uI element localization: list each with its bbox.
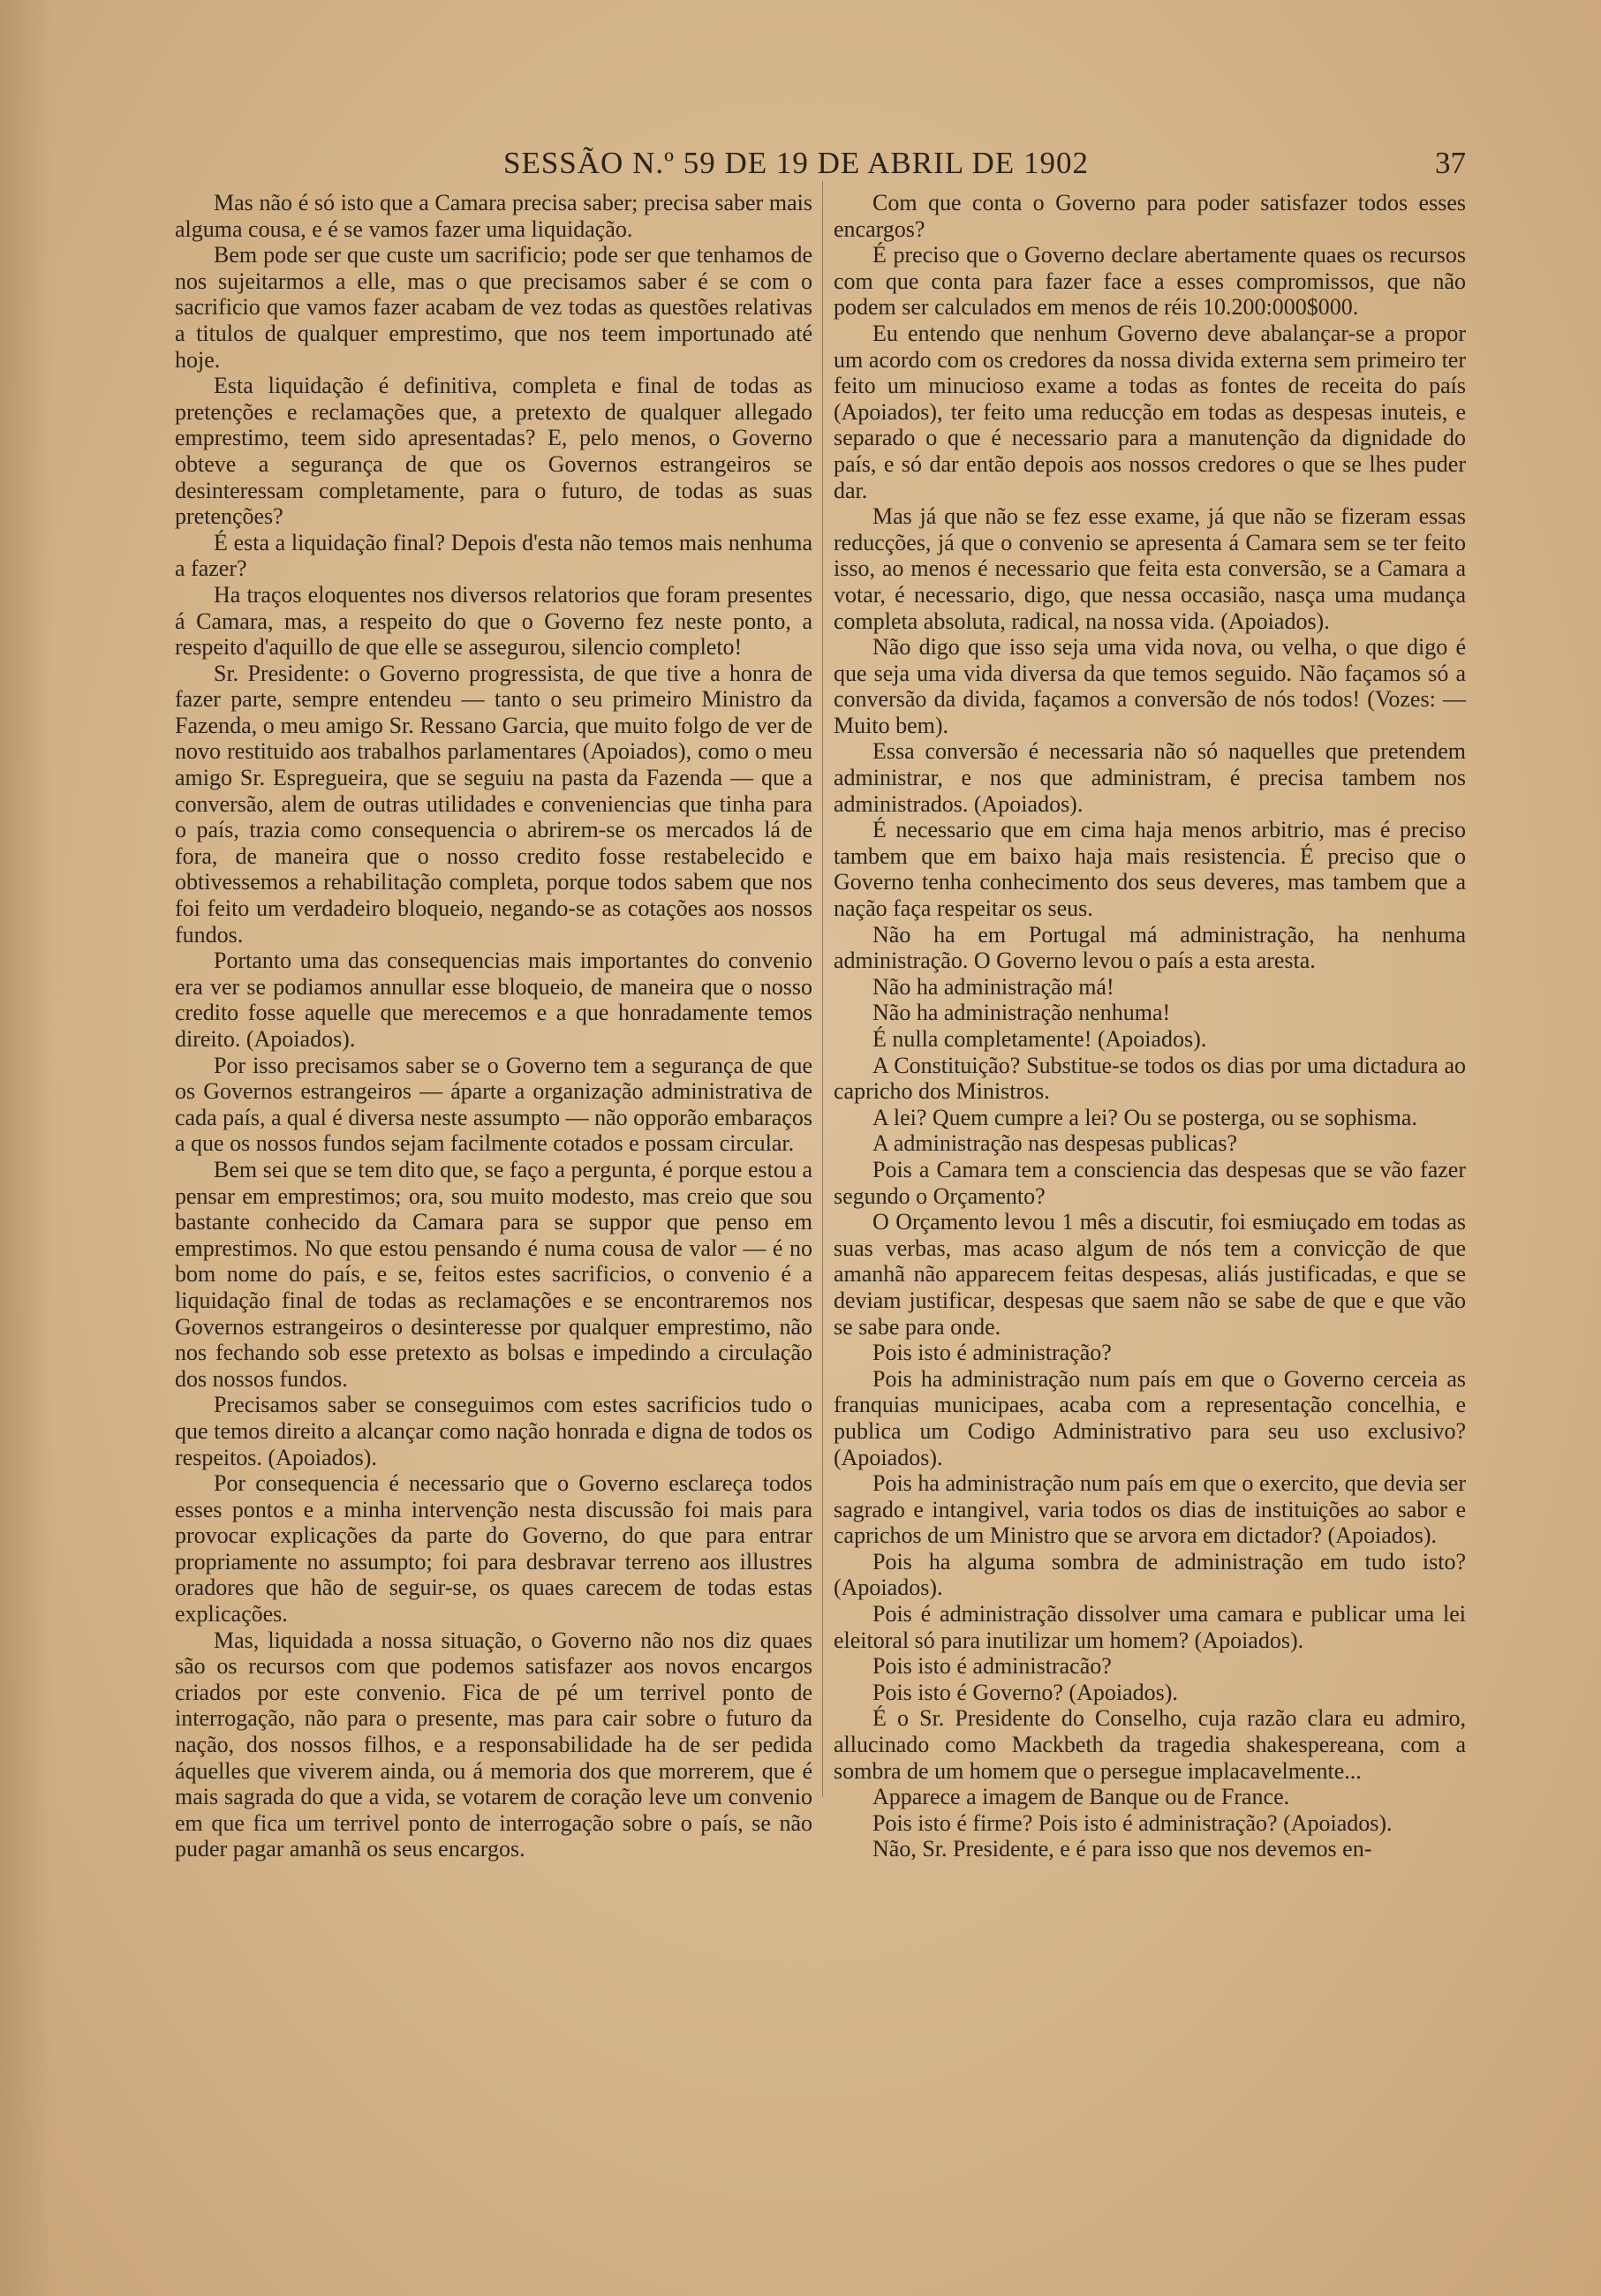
paragraph: Com que conta o Governo para poder satisfazer todos esses encargos? xyxy=(834,190,1466,242)
left-column xyxy=(175,190,812,1862)
paragraph: Pois é administração dissolver uma camara e publicar uma lei eleitoral só para inutilizar um homem? (Apoiados). xyxy=(834,1601,1466,1653)
page-number: 37 xyxy=(1435,146,1466,180)
page-binding-shadow xyxy=(0,0,53,2296)
paragraph: Não, Sr. Presidente, e é para isso que nos devemos en- xyxy=(872,1836,1372,1862)
paragraph: É preciso que o Governo declare abertamente quaes os recursos com que conta para fazer face a esses compromissos, que não podem ser calculados em menos de réis 10.200:000$000. xyxy=(834,242,1466,321)
paragraph: Por isso precisamos saber se o Governo tem a segurança de que os Governos estrangeiros — áparte a organização administrativa de cada país, a qual é diversa neste assumpto — não opporão embaraços a que os nossos fundos sejam facilmente cotados e possam circular. xyxy=(175,1052,812,1157)
paragraph: Eu entendo que nenhum Governo deve abalançar-se a propor um acordo com os credores da nossa divida externa sem primeiro ter feito um minucioso exame a todas as fontes de receita do país (Apoiados), ter feito uma reducção em todas as despesas inuteis, e separado o que é necessario para a manutenção da dignidade do país, e só dar então depois aos nossos credores o que se lhes puder dar. xyxy=(834,320,1466,503)
paragraph: É o Sr. Presidente do Conselho, cuja razão clara eu admiro, allucinado como Mackbeth da tragedia shakespereana, com a sombra de um homem que o persegue implacavelmente... xyxy=(834,1705,1466,1784)
paragraph: Pois a Camara tem a consciencia das despesas que se vão fazer segundo o Orçamento? xyxy=(834,1156,1466,1209)
paragraph: Por consequencia é necessario que o Governo esclareça todos esses pontos e a minha intervenção nesta discussão foi mais para provocar explicações da parte do Governo, do que para entrar propriamente no assumpto; foi para desbravar terreno aos illustres oradores que hão de seguir-se, os quaes carecem de todas estas explicações. xyxy=(175,1470,812,1628)
paragraph: Não ha administração má! xyxy=(872,973,1114,1000)
right-column xyxy=(834,190,1466,1862)
paragraph: Pois ha administração num país em que o Governo cerceia as franquias municipaes, acaba com a representação concelhia, e publica um Codigo Administrativo para seu uso exclusivo? (Apoiados). xyxy=(834,1365,1466,1470)
paragraph: Esta liquidação é definitiva, completa e final de todas as pretenções e reclamações que, a pretexto de qualquer allegado emprestimo, teem sido apresentadas? E, pelo menos, o Governo obteve a segurança de que os Governos estrangeiros se desinteressam completamente, para o futuro, de todas as suas pretenções? xyxy=(175,373,812,530)
page-header xyxy=(168,146,1466,185)
session-title: SESSÃO N.º 59 DE 19 DE ABRIL DE 1902 xyxy=(503,146,1089,180)
paragraph: Mas já que não se fez esse exame, já que não se fizeram essas reducções, já que o convenio se apresenta á Camara sem se ter feito isso, ao menos é necessario que feita esta conversão, se a Camara a votar, é necessario, digo, que nessa occasião, nasça uma mudança completa absoluta, radical, na nossa vida. (Apoiados). xyxy=(834,503,1466,634)
paragraph: Pois isto é administracão? xyxy=(872,1653,1112,1680)
paragraph: Pois ha administração num país em que o exercito, que devia ser sagrado e intangivel, varia todos os dias de instituições ao sabor e caprichos de um Ministro que se arvora em dictador? (Apoiados). xyxy=(834,1470,1466,1549)
paragraph: O Orçamento levou 1 mês a discutir, foi esmiuçado em todas as suas verbas, mas acaso algum de nós tem a convicção de que amanhã não apparecem feitas despesas, aliás justificadas, e que se deviam justificar, despesas que saem não se sabe de que e que vão se sabe para onde. xyxy=(834,1209,1466,1340)
paragraph: A lei? Quem cumpre a lei? Ou se posterga, ou se sophisma. xyxy=(872,1104,1417,1130)
paragraph: Ha traços eloquentes nos diversos relatorios que foram presentes á Camara, mas, a respeito do que o Governo fez neste ponto, a respeito d'aquillo de que elle se assegurou, silencio completo! xyxy=(175,581,812,661)
paragraph: A administração nas despesas publicas? xyxy=(872,1130,1237,1157)
paragraph: Pois isto é Governo? (Apoiados). xyxy=(872,1679,1178,1705)
paragraph: Não ha em Portugal má administração, ha nenhuma administração. O Governo levou o país a esta aresta. xyxy=(834,921,1466,974)
paragraph: É nulla completamente! (Apoiados). xyxy=(872,1026,1207,1052)
paragraph: Pois ha alguma sombra de administração em tudo isto? (Apoiados). xyxy=(834,1548,1466,1601)
paragraph: É necessario que em cima haja menos arbitrio, mas é preciso tambem que em baixo haja mais resistencia. É preciso que o Governo tenha conhecimento dos seus deveres, mas tambem que a nação faça respeitar os seus. xyxy=(834,817,1466,922)
paragraph: Precisamos saber se conseguimos com estes sacrificios tudo o que temos direito a alcançar como nação honrada e digna de todos os respeitos. (Apoiados). xyxy=(175,1392,812,1470)
column-divider xyxy=(822,181,823,1797)
paragraph: Apparece a imagem de Banque ou de France. xyxy=(872,1784,1290,1810)
paragraph: Pois isto é firme? Pois isto é administração? (Apoiados). xyxy=(872,1809,1393,1836)
paragraph: Mas, liquidada a nossa situação, o Governo não nos diz quaes são os recursos com que podemos satisfazer aos novos encargos criados por este convenio. Fica de pé um terrivel ponto de interrogação, não para o presente, mas para cair sobre o futuro da nação, dos nossos filhos, e a responsabilidade ha de ser pedida áquelles que viverem ainda, ou á memoria dos que morrerem, que é mais sagrada do que a vida, se votarem de coração leve um convenio em que fica um terrivel ponto de interrogação sobre o país, se não puder pagar amanhã os seus encargos. xyxy=(175,1627,812,1862)
paragraph: A Constituição? Substitue-se todos os dias por uma dictadura ao capricho dos Ministros. xyxy=(834,1052,1466,1105)
paragraph: Não ha administração nenhuma! xyxy=(872,1000,1171,1026)
paragraph: É esta a liquidação final? Depois d'esta não temos mais nenhuma a fazer? xyxy=(175,529,812,582)
paragraph: Portanto uma das consequencias mais importantes do convenio era ver se podiamos annullar esse bloqueio, de maneira que o nosso credito fosse aquelle que merecemos e a que honradamente temos direito. (Apoiados). xyxy=(175,948,812,1052)
paragraph: Pois isto é administração? xyxy=(872,1340,1112,1366)
paragraph: Bem sei que se tem dito que, se faço a pergunta, é porque estou a pensar em emprestimos; ora, sou muito modesto, mas creio que sou bastante conhecido da Camara para se suppor que penso em emprestimos. No que estou pensando é numa cousa de valor — é no bom nome do país, e se, feitos estes sacrificios, o convenio é a liquidação final de todas as reclamações e se encontraremos nos Governos estrangeiros o desinteresse por qualquer emprestimo, não nos fechando sob esse pretexto as bolsas e impedindo a circulação dos nossos fundos. xyxy=(175,1156,812,1392)
paragraph: Essa conversão é necessaria não só naquelles que pretendem administrar, e nos que administram, é precisa tambem nos administrados. (Apoiados). xyxy=(834,738,1466,817)
paragraph: Não digo que isso seja uma vida nova, ou velha, o que digo é que seja uma vida diversa da que temos seguido. Não façamos só a conversão da divida, façamos a conversão de nós todos! (Vozes: — Muito bem). xyxy=(834,634,1466,738)
paragraph: Sr. Presidente: o Governo progressista, de que tive a honra de fazer parte, sempre entendeu — tanto o seu primeiro Ministro da Fazenda, o meu amigo Sr. Ressano Garcia, que muito folgo de ver de novo restituido aos trabalhos parlamentares (Apoiados), como o meu amigo Sr. Espregueira, que se seguiu na pasta da Fazenda — que a conversão, alem de outras utilidades e conveniencias que tinha para o país, trazia como consequencia o abrirem-se os mercados lá de fora, de maneira que o nosso credito fosse restabelecido e obtivessemos a rehabilitação completa, porque todos sabem que nos foi feito um verdadeiro bloqueio, negando-se as cotações aos nossos fundos. xyxy=(175,660,812,948)
paragraph: Mas não é só isto que a Camara precisa saber; precisa saber mais alguma cousa, e é se vamos fazer uma liquidação. xyxy=(175,190,812,242)
paragraph: Bem pode ser que custe um sacrificio; pode ser que tenhamos de nos sujeitarmos a elle, mas o que precisamos saber é se com o sacrificio que vamos fazer acabam de vez todas as questões relativas a titulos de qualquer emprestimo, que nos teem importunado até hoje. xyxy=(175,242,812,373)
